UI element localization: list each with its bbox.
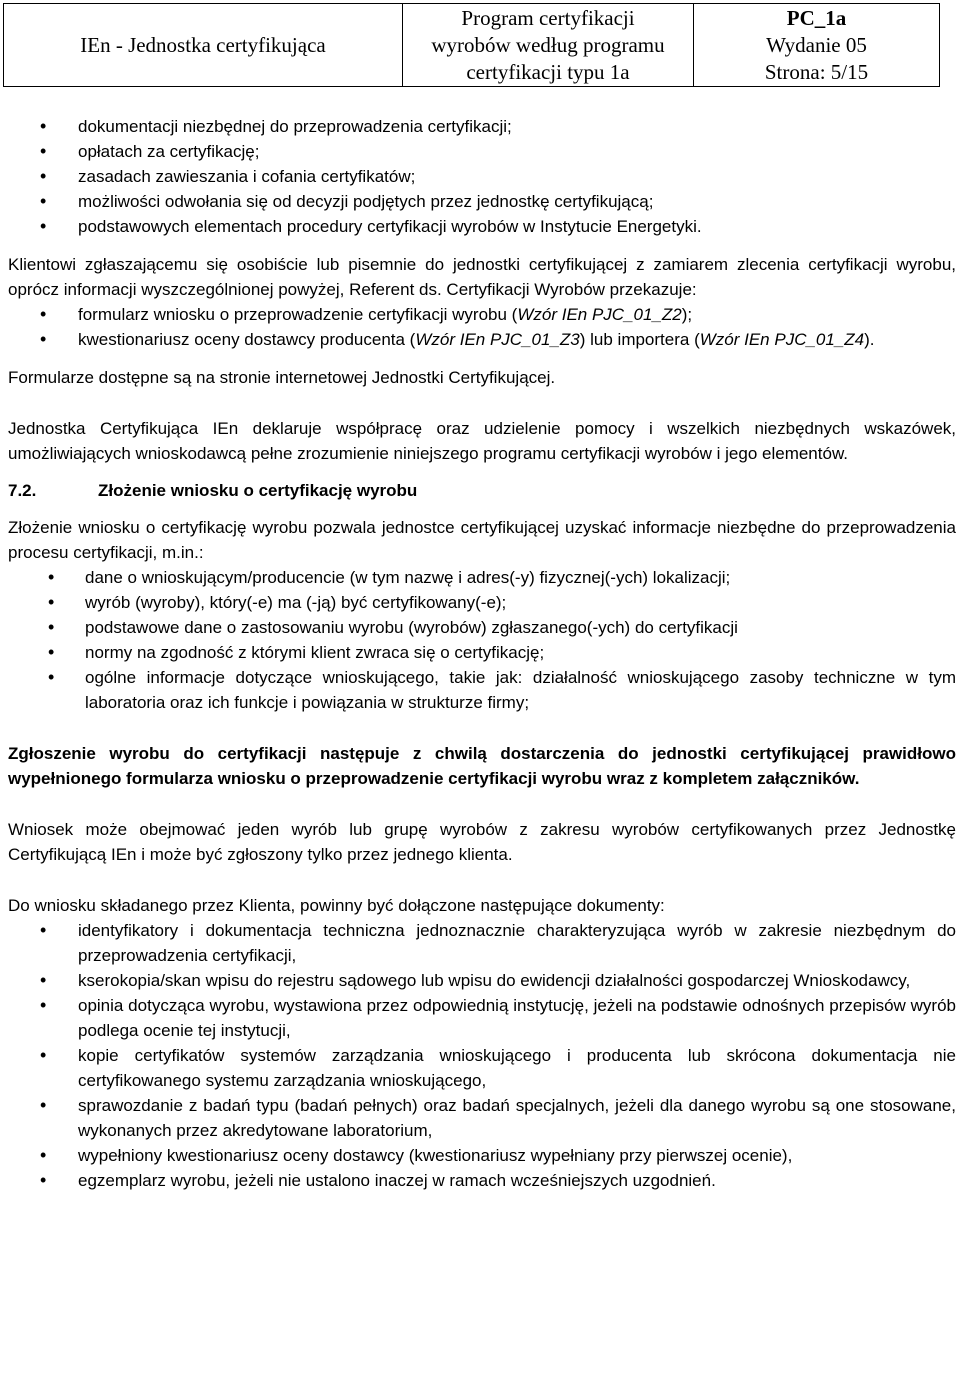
- header-organization: IEn - Jednostka certyfikująca: [80, 32, 326, 57]
- header-program-line2: wyrobów według programu: [431, 32, 665, 57]
- paragraph-required-documents: Do wniosku składanego przez Klienta, powinny być dołączone następujące dokumenty:: [8, 896, 665, 915]
- list-item: • opłatach za certyfikację;: [8, 139, 956, 164]
- header-program-cell: [403, 4, 694, 86]
- list-item: • wypełniony kwestionariusz oceny dostawcy (kwestionariusz wypełniany przy pierwszej ocenie),: [8, 1143, 956, 1168]
- form-reference: Wzór IEn PJC_01_Z3: [415, 330, 580, 349]
- header-program-line1: Program certyfikacji: [461, 5, 635, 30]
- list-item: • podstawowe dane o zastosowaniu wyrobu (wyrobów) zgłaszanego(-ych) do certyfikacji: [8, 615, 956, 640]
- list-item: • podstawowych elementach procedury certyfikacji wyrobów w Instytucie Energetyki.: [8, 214, 956, 239]
- header-page-number: Strona: 5/15: [764, 59, 869, 84]
- header-meta-cell: [694, 4, 939, 86]
- list-item: • formularz wniosku o przeprowadzenie certyfikacji wyrobu (Wzór IEn PJC_01_Z2);: [8, 302, 956, 327]
- form-reference: Wzór IEn PJC_01_Z4: [699, 330, 865, 349]
- list-item: • normy na zgodność z którymi klient zwraca się o certyfikację;: [8, 640, 956, 665]
- header-program-line3: certyfikacji typu 1a: [466, 59, 630, 84]
- paragraph-forms-available: Formularze dostępne są na stronie internetowej Jednostki Certyfikującej.: [8, 368, 556, 387]
- list-item: • możliwości odwołania się od decyzji podjętych przez jednostkę certyfikującą;: [8, 189, 956, 214]
- header-organization-cell: [4, 4, 403, 86]
- list-item: • identyfikatory i dokumentacja techniczna jednoznacznie charakteryzująca wyrób w zakresie niezbędnym do przeprowadzenia certyfikacji,: [8, 918, 956, 968]
- header-edition: Wydanie 05: [766, 32, 867, 57]
- list-item: • opinia dotycząca wyrobu, wystawiona przez odpowiednią instytucję, jeżeli na podstawie odnośnych przepisów wyrób podlega ocenie tej instytucji,: [8, 993, 956, 1043]
- list-item: • wyrób (wyroby), który(-e) ma (-ją) być certyfikowany(-e);: [8, 590, 956, 615]
- list-item: • zasadach zawieszania i cofania certyfikatów;: [8, 164, 956, 189]
- list-item: • dokumentacji niezbędnej do przeprowadzenia certyfikacji;: [8, 114, 956, 139]
- header-code: PC_1a: [786, 5, 847, 30]
- list-item: • sprawozdanie z badań typu (badań pełnych) oraz badań specjalnych, jeżeli dla danego wyrobu są one stosowane, wykonanych przez akredytowane laboratorium,: [8, 1093, 956, 1143]
- form-reference: Wzór IEn PJC_01_Z2: [517, 305, 682, 324]
- list-item: • ogólne informacje dotyczące wnioskującego, takie jak: działalność wnioskującego zasoby techniczne w tym laboratoria oraz ich funkcje i powiązania w strukturze firmy;: [8, 665, 956, 715]
- info-list: [8, 114, 956, 239]
- list-item: • kopie certyfikatów systemów zarządzania wnioskującego i producenta lub skrócona dokumentacja nie certyfikowanego systemu zarządzania wnioskującego,: [8, 1043, 956, 1093]
- list-item: • dane o wnioskującym/producencie (w tym nazwę i adres(-y) fizycznej(-ych) lokalizacji;: [8, 565, 956, 590]
- paragraph-client-info: Klientowi zgłaszającemu się osobiście lub pisemnie do jednostki certyfikującej z zamiarem zlecenia certyfikacji wyrobu, oprócz informacji wyszczególnionej powyżej, Referent ds. Certyfikacji Wyrobów przekazuje:: [8, 255, 956, 299]
- section-heading: [8, 478, 956, 503]
- paragraph-cooperation: Jednostka Certyfikująca IEn deklaruje współpracę oraz udzielenie pomocy i wszelkich niezbędnych wskazówek, umożliwiających wnioskodawcą pełne zrozumienie niniejszego programu certyfikacji wyrobów i jego elementów.: [8, 419, 956, 463]
- required-documents-list: [8, 918, 956, 1193]
- list-item: • kserokopia/skan wpisu do rejestru sądowego lub wpisu do ewidencji działalności gospodarczej Wnioskodawcy,: [8, 968, 956, 993]
- paragraph-submission-bold: Zgłoszenie wyrobu do certyfikacji następuje z chwilą dostarczenia do jednostki certyfikującej prawidłowo wypełnionego formularza wniosku o przeprowadzenie certyfikacji wyrobu wraz z kompletem załączników.: [8, 744, 956, 788]
- section-number: 7.2.: [8, 481, 37, 500]
- list-item: • kwestionariusz oceny dostawcy producenta (Wzór IEn PJC_01_Z3) lub importera (Wzór IEn PJC_01_Z4).: [8, 327, 956, 352]
- section-title: Złożenie wniosku o certyfikację wyrobu: [98, 481, 418, 500]
- paragraph-application-purpose: Złożenie wniosku o certyfikację wyrobu pozwala jednostce certyfikującej uzyskać informacje niezbędne do przeprowadzenia procesu certyfikacji, m.in.:: [8, 518, 956, 562]
- forms-list: [8, 302, 956, 352]
- document-body: [8, 114, 956, 1193]
- document-header: [3, 3, 940, 87]
- application-info-list: [8, 565, 956, 715]
- paragraph-application-scope: Wniosek może obejmować jeden wyrób lub grupę wyrobów z zakresu wyrobów certyfikowanych przez Jednostkę Certyfikującą IEn i może być zgłoszony tylko przez jednego klienta.: [8, 820, 956, 864]
- list-item: • egzemplarz wyrobu, jeżeli nie ustalono inaczej w ramach wcześniejszych uzgodnień.: [8, 1168, 956, 1193]
